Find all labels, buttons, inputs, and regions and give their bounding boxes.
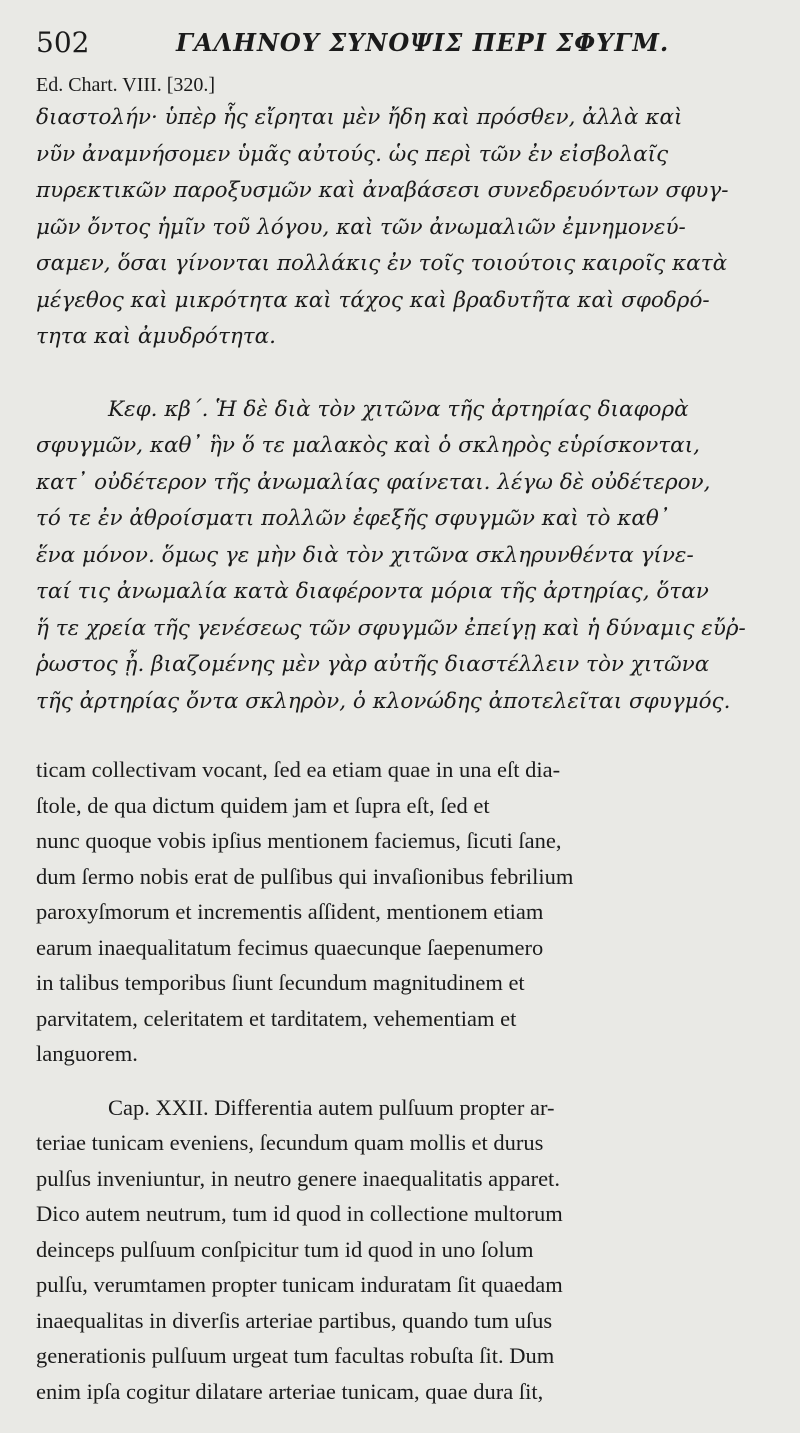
greek-line: τῆς ἀρτηρίας ὄντα σκληρὸν, ὁ κλονώδης ἀποτελεῖται σφυγμός. xyxy=(36,688,731,714)
greek-line: σαμεν, ὅσαι γίνονται πολλάκις ἐν τοῖς τοιούτοις καιροῖς κατὰ xyxy=(36,251,728,276)
page-number: 502 xyxy=(36,26,90,59)
latin-text-block xyxy=(36,752,766,1409)
page-header xyxy=(36,26,776,66)
latin-line: pulſu, verumtamen propter tunicam induratam ſit quaedam xyxy=(36,1272,563,1297)
latin-chapter-heading-line: Cap. XXII. Differentia autem pulſuum propter ar- xyxy=(108,1094,555,1120)
latin-line: enim ipſa cogitur dilatare arteriae tunicam, quae dura ſit, xyxy=(36,1378,544,1404)
latin-line: in talibus temporibus ſiunt ſecundum magnitudinem et xyxy=(36,970,525,995)
latin-line: ſtole, de qua dictum quidem jam et ſupra eſt, ſed et xyxy=(36,792,490,818)
latin-line: nunc quoque vobis ipſius mentionem faciemus, ſicuti ſane, xyxy=(36,828,562,853)
latin-line: paroxyſmorum et incrementis aſſident, mentionem etiam xyxy=(36,899,544,924)
greek-line: νῦν ἀναμνήσομεν ὑμᾶς αὐτούς. ὡς περὶ τῶν ἐν εἰσβολαῖς xyxy=(36,141,669,167)
running-title: ΓΑΛΗΝΟΥ ΣΥΝΟΨΙΣ ΠΕΡΙ ΣΦΥΓΜ. xyxy=(176,28,670,57)
latin-line: Dico autem neutrum, tum id quod in collectione multorum xyxy=(36,1201,563,1226)
latin-line: generationis pulſuum urgeat tum facultas robuſta ſit. Dum xyxy=(36,1343,555,1368)
greek-chapter-heading-line: Κεφ. κβ΄. Ἡ δὲ διὰ τὸν χιτῶνα τῆς ἀρτηρίας διαφορὰ xyxy=(108,396,689,422)
greek-line: μῶν ὄντος ἡμῖν τοῦ λόγου, καὶ τῶν ἀνωμαλιῶν ἐμνημονεύ- xyxy=(36,214,686,240)
greek-line: τητα καὶ ἀμυδρότητα. xyxy=(36,324,277,349)
latin-line: teriae tunicam eveniens, ſecundum quam mollis et durus xyxy=(36,1130,544,1155)
greek-line: ἥ τε χρεία τῆς γενέσεως τῶν σφυγμῶν ἐπείγῃ καὶ ἡ δύναμις εὔῤ- xyxy=(36,615,746,641)
greek-line: κατ᾽ οὐδέτερον τῆς ἀνωμαλίας φαίνεται. λέγω δὲ οὐδέτερον, xyxy=(36,469,711,495)
greek-line: τό τε ἐν ἀθροίσματι πολλῶν ἐφεξῆς σφυγμῶν καὶ τὸ καθ᾽ xyxy=(36,506,670,531)
latin-line: languorem. xyxy=(36,1041,138,1066)
greek-line: ταί τις ἀνωμαλία κατὰ διαφέροντα μόρια τῆς ἀρτηρίας, ὅταν xyxy=(36,579,709,604)
greek-line: ἕνα μόνον. ὅμως γε μὴν διὰ τὸν χιτῶνα σκληρυνθέντα γίνε- xyxy=(36,542,694,568)
greek-line: μέγεθος καὶ μικρότητα καὶ τάχος καὶ βραδυτῆτα καὶ σφοδρό- xyxy=(36,287,710,313)
latin-line: earum inaequalitatum fecimus quaecunque ſaepenumero xyxy=(36,934,544,960)
latin-line: ticam collectivam vocant, ſed ea etiam quae in una eſt dia- xyxy=(36,757,561,782)
latin-line: inaequalitas in diverſis arteriae partibus, quando tum uſus xyxy=(36,1307,553,1333)
greek-line: ῥωστος ᾖ. βιαζομένης μὲν γὰρ αὐτῆς διαστέλλειν τὸν χιτῶνα xyxy=(36,652,710,677)
greek-line: πυρεκτικῶν παροξυσμῶν καὶ ἀναβάσεσι συνεδρευόντων σφυγ- xyxy=(36,178,729,203)
latin-line: parvitatem, celeritatem et tarditatem, vehementiam et xyxy=(36,1005,517,1031)
latin-line: dum ſermo nobis erat de pulſibus qui invaſionibus febrilium xyxy=(36,863,574,889)
greek-text-block xyxy=(36,100,766,720)
greek-line: διαστολήν· ὑπὲρ ἧς εἴρηται μὲν ἤδη καὶ πρόσθεν, ἀλλὰ καὶ xyxy=(36,105,683,130)
edition-reference: Ed. Chart. VIII. [320.] xyxy=(36,74,216,96)
latin-line: pulſus inveniuntur, in neutro genere inaequalitatis apparet. xyxy=(36,1165,560,1191)
latin-line: deinceps pulſuum conſpicitur tum id quod in uno ſolum xyxy=(36,1236,534,1262)
greek-line: σφυγμῶν, καθ᾽ ἣν ὅ τε μαλακὸς καὶ ὁ σκληρὸς εὑρίσκονται, xyxy=(36,433,700,458)
